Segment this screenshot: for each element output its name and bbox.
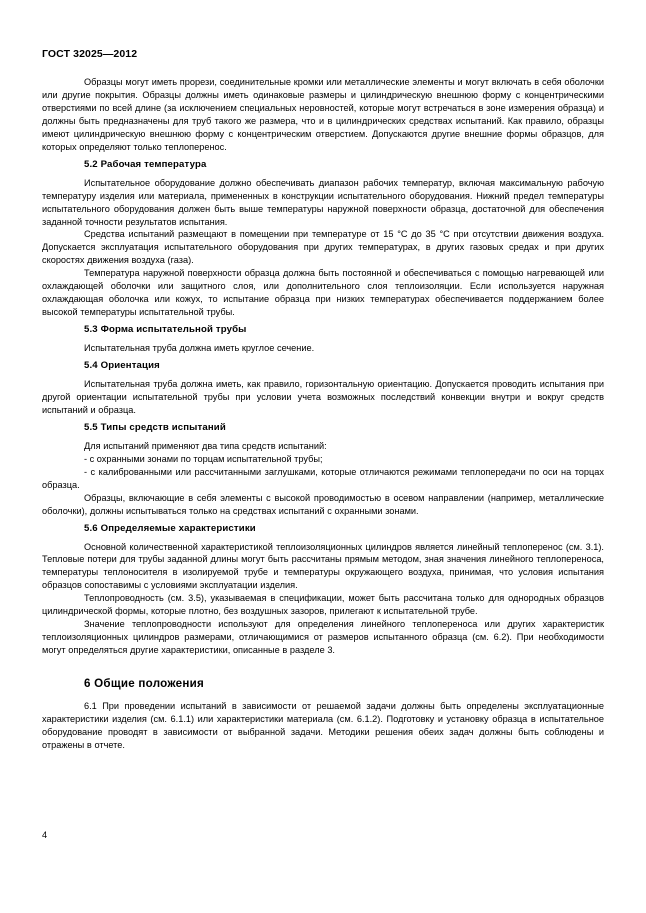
section-5-5-list-item-1: - с охранными зонами по торцам испытательной трубы; — [84, 453, 323, 464]
section-heading-5-5: 5.5 Типы средств испытаний — [84, 421, 226, 433]
section-5-4-paragraph-1: Испытательная труба должна иметь, как правило, горизонтальную ориентацию. Допускается проводить испытания при другой ориентации испытательной трубы при условии учета возможных последствий конвекции внутри и вокруг средств испытаний и образца. — [42, 379, 604, 415]
section-heading-5-4: 5.4 Ориентация — [84, 360, 160, 372]
section-5-2-paragraph-1: Испытательное оборудование должно обеспечивать диапазон рабочих температур, включая максимальную рабочую температуру изделия или материала, примененных в конструкции испытательного оборудования. Нижний предел температуры испытательного оборудования должен быть выше температуры наружной поверхности образца, достаточной для обеспечения заданной точности результатов испытания. — [42, 177, 604, 227]
section-5-3-paragraph-1: Испытательная труба должна иметь круглое сечение. — [84, 343, 315, 354]
section-5-5-paragraph-1: Образцы, включающие в себя элементы с высокой проводимостью в осевом направлении (например, металлические оболочки), должны испытываться только на средствах испытаний с охранными зонами. — [42, 492, 604, 516]
chapter-heading-6: 6 Общие положения — [84, 677, 205, 691]
section-5-6-paragraph-2: Теплопроводность (см. 3.5), указываемая в спецификации, может быть рассчитана только для однородных образцов цилиндрической формы, которые плотно, без воздушных зазоров, прилегают к испытательной трубе. — [42, 593, 604, 617]
intro-paragraph: Образцы могут иметь прорези, соединительные кромки или металлические элементы и могут включать в себя оболочки или другие покрытия. Образцы должны иметь одинаковые размеры и цилиндрическую внешнюю форму с концентрическими отверстиями по всей длине (за исключением специальных неровностей, которые могут встречаться в зоне измерения образца) и должны быть предназначены для труб такого же размера, что и в цилиндрических средствах испытаний. Как правило, образцы имеют цилиндрическую внешнюю форму с концентрическим отверстием. Допускаются другие внешние формы образцов, для которых определяют только теплоперенос. — [42, 77, 604, 152]
chapter-6-paragraph-1: 6.1 При проведении испытаний в зависимости от решаемой задачи должны быть определены эксплуатационные характеристики изделия (см. 6.1.1) или характеристики материала (см. 6.1.2). Подготовку и установку образца в испытательное оборудование проводят в зависимости от выбранной задачи. Методики решения обеих задач должны быть соблюдены и отражены в отчете. — [42, 701, 604, 750]
section-heading-5-6: 5.6 Определяемые характеристики — [84, 522, 256, 534]
running-head-standard-number: ГОСТ 32025—2012 — [42, 48, 138, 60]
section-5-5-intro: Для испытаний применяют два типа средств испытаний: — [84, 440, 327, 451]
section-heading-5-3: 5.3 Форма испытательной трубы — [84, 324, 247, 336]
section-heading-5-2: 5.2 Рабочая температура — [84, 158, 207, 170]
page-number: 4 — [42, 830, 48, 840]
section-5-6-paragraph-1: Основной количественной характеристикой теплоизоляционных цилиндров является линейный теплоперенос (см. 3.1). Тепловые потери для трубы заданной длины могут быть рассчитаны прямым методом, зная значения линейного теплопереноса, температуры теплоносителя в изолируемой трубе и температуры окружающего воздуха, принимая, что условия испытания образцов сопоставимы с условиями эксплуатации изделия. — [42, 541, 604, 591]
document-body — [42, 76, 604, 752]
section-5-2-paragraph-2: Средства испытаний размещают в помещении при температуре от 15 °С до 35 °С при отсутствии движения воздуха. Допускается эксплуатация испытательного оборудования при других температурах, в других газовых средах и при других скоростях движения воздуха (газа). — [42, 229, 604, 266]
section-5-6-paragraph-3: Значение теплопроводности используют для определения линейного теплопереноса или других характеристик теплоизоляционных цилиндров размерами, отличающимися от размеров испытанного образца (см. 6.2). При необходимости могут определяться другие характеристики, описанные в разделе 3. — [42, 619, 604, 656]
section-5-5-list-item-2: - с калиброванными или рассчитанными заглушками, которые отличаются режимами теплопередачи по оси на торцах образца. — [42, 466, 604, 490]
section-5-2-paragraph-3: Температура наружной поверхности образца должна быть постоянной и обеспечиваться с помощью нагревающей или охлаждающей оболочки или защитного слоя, или дополнительного слоя теплоизоляции. Если используется наружная охлаждающая оболочка или кожух, то испытание образца при низких температурах обеспечивается поддержанием более высокой температуры испытательной трубы. — [42, 268, 604, 318]
